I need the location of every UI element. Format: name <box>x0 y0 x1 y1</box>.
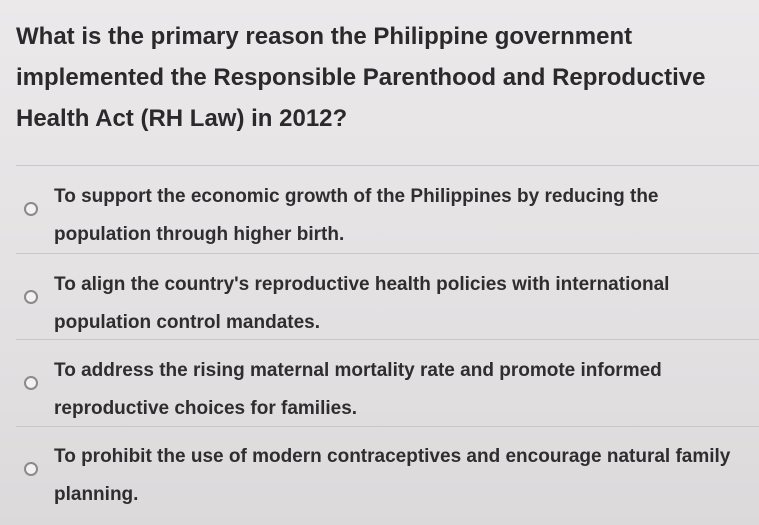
option-label: To prohibit the use of modern contraceptives and encourage natural family planning. <box>54 446 731 505</box>
option-label: To align the country's reproductive health policies with international population control mandates. <box>54 274 670 333</box>
divider <box>16 339 759 340</box>
radio-button[interactable] <box>24 202 38 216</box>
option-label: To address the rising maternal mortality rate and promote informed reproductive choices for families. <box>54 360 662 419</box>
divider <box>16 426 759 427</box>
divider <box>16 253 759 254</box>
radio-button[interactable] <box>24 376 38 390</box>
radio-button[interactable] <box>24 462 38 476</box>
radio-button[interactable] <box>24 290 38 304</box>
divider <box>16 165 759 166</box>
option-label: To support the economic growth of the Philippines by reducing the population through higher birth. <box>54 186 659 245</box>
question-text: What is the primary reason the Philippine government implemented the Responsible Parenthood and Reproductive Health Act (RH Law) in 2012? <box>16 23 706 132</box>
